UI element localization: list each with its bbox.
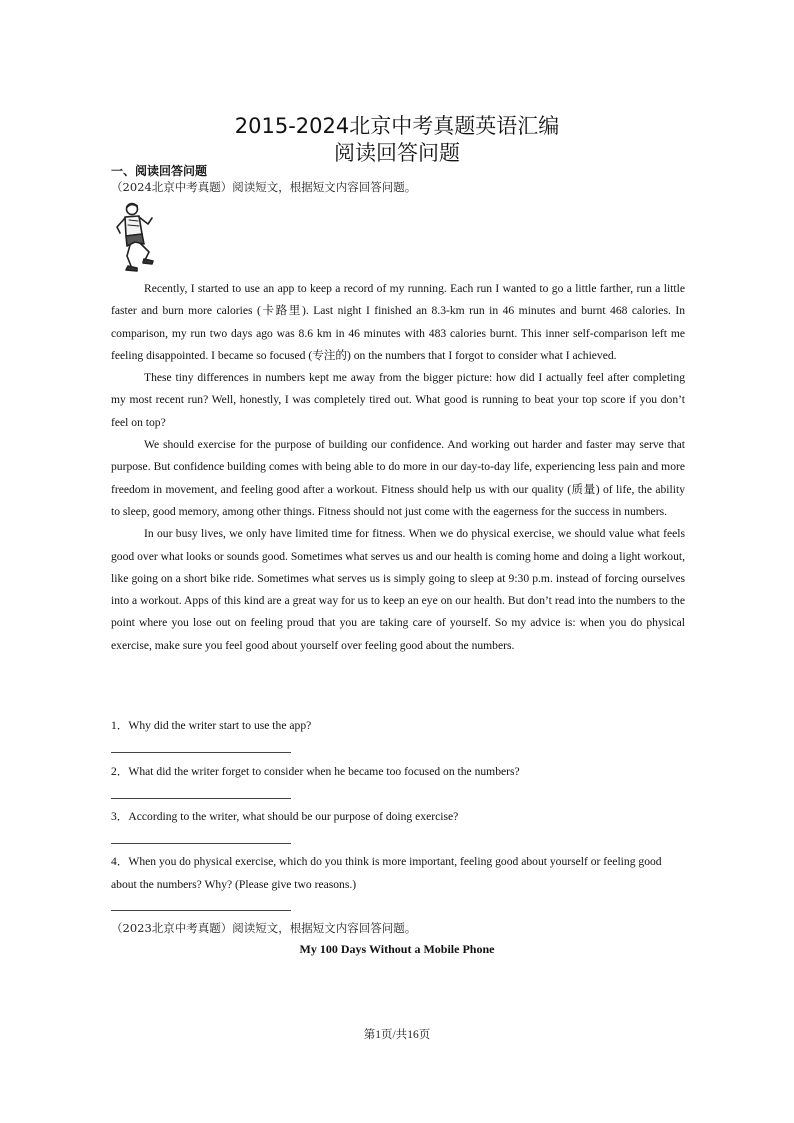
page-indicator: 第1页/共16页 xyxy=(363,1029,431,1041)
passage-paragraph: In our busy lives, we only have limited time for fitness. When we do physical exercise, we should value what feels good over what looks or sounds good. Sometimes what serves us and our health is coming home and doing a light workout, like going on a short bike ride. Sometimes what serves us is simply going to sleep at 9:30 p.m. instead of forcing ourselves into a workout. Apps of this kind are a great way for us to keep an eye on our health. But don’t read into the numbers to the point where you lose out on feeling proud that you are taking care of yourself. So my advice is: when you do physical exercise, make sure you feel good about yourself over feeling good about the numbers. xyxy=(111,527,685,652)
passage2-source: （2023北京中考真题）阅读短文，根据短文内容回答问题。 xyxy=(111,921,417,935)
running-man-icon xyxy=(111,200,159,274)
answer-line-2[interactable] xyxy=(111,798,291,799)
passage1-source: （2024北京中考真题）阅读短文，根据短文内容回答问题。 xyxy=(111,180,417,194)
answer-line-1[interactable] xyxy=(111,752,291,753)
question-2: 2．What did the writer forget to consider when he became too focused on the numbers? xyxy=(111,765,520,778)
passage2-title: My 100 Days Without a Mobile Phone xyxy=(299,942,495,956)
question-3: 3．According to the writer, what should be our purpose of doing exercise? xyxy=(111,810,459,823)
question-1: 1．Why did the writer start to use the app? xyxy=(111,719,312,732)
document-subtitle: 阅读回答问题 xyxy=(334,141,460,165)
passage-paragraph: Recently, I started to use an app to keep a record of my running. Each run I wanted to go a little farther, run a little faster and burn more calories (卡路里). Last night I finished an 8.3-km run in 46 minutes and burnt 468 calories. In comparison, my run two days ago was 8.6 km in 46 minutes with 483 calories burnt. This inner self-comparison left me feeling disappointed. I became so focused (专注的) on the numbers that I forgot to consider what I achieved. xyxy=(111,282,685,362)
document-title: 2015-2024北京中考真题英语汇编 xyxy=(234,114,560,138)
passage-paragraph: These tiny differences in numbers kept me away from the bigger picture: how did I actually feel after completing my most recent run? Well, honestly, I was completely tired out. What good is running to beat your top score if you don’t feel on top? xyxy=(111,371,685,429)
question-4: 4．When you do physical exercise, which do you think is more important, feeling good about yourself or feeling good about the numbers? Why? (Please give two reasons.) xyxy=(111,855,662,891)
answer-line-4[interactable] xyxy=(111,910,291,911)
section-heading: 一、阅读回答问题 xyxy=(111,164,208,178)
answer-line-3[interactable] xyxy=(111,843,291,844)
passage-paragraph: We should exercise for the purpose of building our confidence. And working out harder and faster may serve that purpose. But confidence building comes with being able to do more in our day-to-day life, experiencing less pain and more freedom in movement, and feeling good after a workout. Fitness should help us with our quality (质量) of life, the ability to sleep, good memory, among other things. Fitness should not just come with the eagerness for the success in numbers. xyxy=(111,438,685,518)
passage1-body xyxy=(111,278,685,657)
